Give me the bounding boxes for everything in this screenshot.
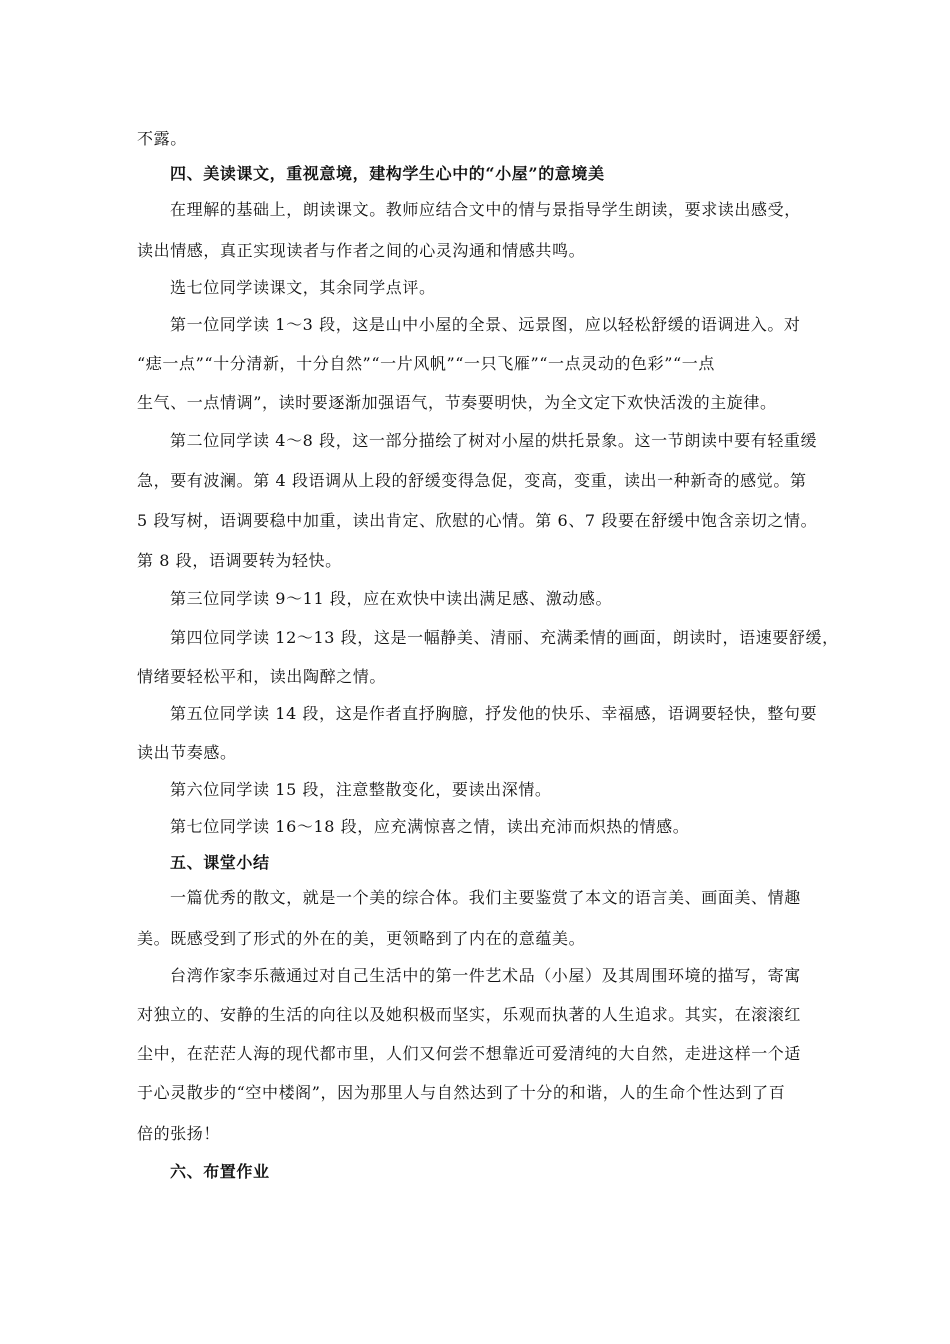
paragraph-line: 尘中，在茫茫人海的现代都市里，人们又何尝不想靠近可爱清纯的大自然，走进这样一个适 (137, 1044, 802, 1063)
paragraph-line: 第一位同学读 1～3 段，这是山中小屋的全景、远景图，应以轻松舒缓的语调进入。对 (170, 315, 801, 334)
section-heading-6: 六、布置作业 (170, 1162, 270, 1181)
paragraph-line: 第二位同学读 4～8 段，这一部分描绘了树对小屋的烘托景象。这一节朗读中要有轻重缓 (170, 431, 818, 450)
paragraph-line: 倍的张扬！ (137, 1124, 221, 1143)
paragraph-line: 对独立的、安静的生活的向往以及她积极而坚实，乐观而执著的人生追求。其实，在滚滚红 (137, 1005, 802, 1024)
paragraph-line: 急，要有波澜。第 4 段语调从上段的舒缓变得急促，变高，变重，读出一种新奇的感觉。第 (137, 471, 807, 490)
paragraph-line: 第七位同学读 16～18 段，应充满惊喜之情，读出充沛而炽热的情感。 (170, 817, 690, 836)
paragraph-line: 一篇优秀的散文，就是一个美的综合体。我们主要鉴赏了本文的语言美、画面美、情趣 (170, 888, 801, 907)
paragraph-line: 生气、一点情调”，读时要逐渐加强语气，节奏要明快，为全文定下欢快活泼的主旋律。 (137, 393, 777, 412)
paragraph-line: 读出节奏感。 (137, 743, 237, 762)
paragraph-line: 第四位同学读 12～13 段，这是一幅静美、清丽、充满柔情的画面，朗读时，语速要舒缓， (170, 628, 839, 647)
section-heading-5: 五、课堂小结 (170, 853, 270, 872)
paragraph-line: “痣一点”“十分清新，十分自然”“一片风帆”“一只飞雁”“一点灵动的色彩”“一点 (137, 354, 715, 373)
text-line: 不露。 (137, 129, 187, 148)
paragraph-line: 美。既感受到了形式的外在的美，更领略到了内在的意蕴美。 (137, 929, 586, 948)
paragraph-line: 第五位同学读 14 段，这是作者直抒胸臆，抒发他的快乐、幸福感，语调要轻快，整句要 (170, 704, 818, 723)
paragraph-line: 情绪要轻松平和，读出陶醉之情。 (137, 667, 387, 686)
paragraph-line: 台湾作家李乐薇通过对自己生活中的第一件艺术品（小屋）及其周围环境的描写，寄寓 (170, 966, 801, 985)
paragraph-line: 第三位同学读 9～11 段，应在欢快中读出满足感、激动感。 (170, 589, 613, 608)
paragraph-line: 在理解的基础上，朗读课文。教师应结合文中的情与景指导学生朗读，要求读出感受， (170, 200, 801, 219)
paragraph-line: 读出情感，真正实现读者与作者之间的心灵沟通和情感共鸣。 (137, 241, 586, 260)
section-heading-4: 四、美读课文，重视意境，建构学生心中的“小屋”的意境美 (170, 164, 605, 183)
paragraph-line: 选七位同学读课文，其余同学点评。 (170, 278, 436, 297)
paragraph-line: 第六位同学读 15 段，注意整散变化，要读出深情。 (170, 780, 552, 799)
paragraph-line: 5 段写树，语调要稳中加重，读出肯定、欣慰的心情。第 6、7 段要在舒缓中饱含亲切之情。 (137, 511, 818, 530)
paragraph-line: 第 8 段，语调要转为轻快。 (137, 551, 342, 570)
paragraph-line: 于心灵散步的“空中楼阁”，因为那里人与自然达到了十分的和谐，人的生命个性达到了百 (137, 1083, 786, 1102)
